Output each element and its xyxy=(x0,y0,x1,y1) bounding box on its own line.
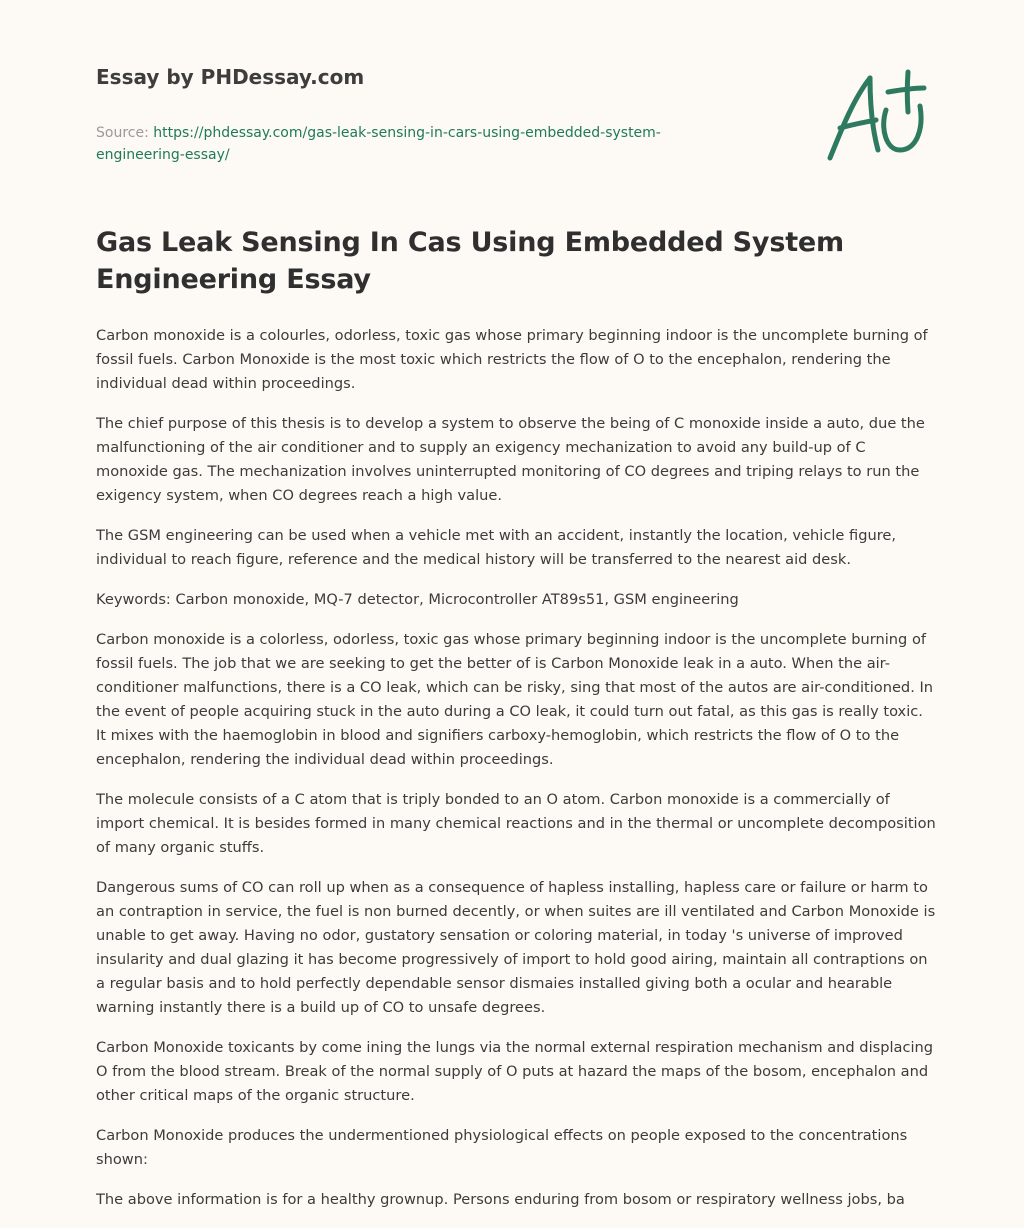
paragraph: The GSM engineering can be used when a vehicle met with an accident, instantly the location, vehicle figure, individual to reach figure, reference and the medical history will be transferred to the nearest aid desk. xyxy=(96,527,897,568)
paragraph: Carbon Monoxide toxicants by come ining the lungs via the normal external respiration mechanism and displacing O from the blood stream. Break of the normal supply of O puts at hazard the maps of the bosom, encephalon and other critical maps of the organic structure. xyxy=(96,1039,934,1104)
source-line xyxy=(96,122,736,166)
paragraph: Carbon monoxide is a colourles, odorless, toxic gas whose primary beginning indoor is the uncomplete burning of fossil fuels. Carbon Monoxide is the most toxic which restricts the flow of O to the encephalon, rendering the individual dead within proceedings. xyxy=(96,327,928,392)
keywords-paragraph: Keywords: Carbon monoxide, MQ-7 detector, Microcontroller AT89s51, GSM engineering xyxy=(96,591,739,608)
paragraph: Dangerous sums of CO can roll up when as a consequence of hapless installing, hapless care or failure or harm to an contraption in service, the fuel is non burned decently, or when suites are ill ventilated and Carbon Monoxide is unable to get away. Having no odor, gustatory sensation or coloring material, in today 's universe of improved insularity and dual glazing it has become progressively of import to hold good airing, maintain all contraptions on a regular basis and to hold perfectly dependable sensor dismaies installed giving both a ocular and hearable warning instantly there is a build up of CO to unsafe degrees. xyxy=(96,879,936,1016)
source-label: Source: xyxy=(96,125,154,141)
a-plus-grade-logo-icon xyxy=(820,66,930,166)
paragraph: Carbon Monoxide produces the undermentioned physiological effects on people exposed to the concentrations shown: xyxy=(96,1127,908,1168)
site-name: Essay by PHDessay.com xyxy=(96,65,365,89)
paragraph: Carbon monoxide is a colorless, odorless, toxic gas whose primary beginning indoor is the uncomplete burning of fossil fuels. The job that we are seeking to get the better of is Carbon Monoxide leak in a auto. When the air-conditioner malfunctions, there is a CO leak, which can be risky, sing that most of the autos are air-conditioned. In the event of people acquiring stuck in the auto during a CO leak, it could turn out fatal, as this gas is really toxic. It mixes with the haemoglobin in blood and signifiers carboxy-hemoglobin, which restricts the flow of O to the encephalon, rendering the individual dead within proceedings. xyxy=(96,631,934,768)
paragraph: The molecule consists of a C atom that is triply bonded to an O atom. Carbon monoxide is a commercially of import chemical. It is besides formed in many chemical reactions and in the thermal or uncomplete decomposition of many organic stuffs. xyxy=(96,791,936,856)
essay-header xyxy=(96,62,736,166)
source-link[interactable] xyxy=(96,125,661,163)
paragraph: The above information is for a healthy grownup. Persons enduring from bosom or respiratory wellness jobs, ba xyxy=(96,1191,905,1208)
essay-body xyxy=(96,324,936,1228)
source-url-line2: engineering-essay/ xyxy=(96,147,230,163)
source-url-line1: https://phdessay.com/gas-leak-sensing-in-cars-using-embedded-system- xyxy=(153,125,661,141)
essay-title: Gas Leak Sensing In Cas Using Embedded System Engineering Essay xyxy=(96,227,844,295)
paragraph: The chief purpose of this thesis is to develop a system to observe the being of C monoxide inside a auto, due the malfunctioning of the air conditioner and to supply an exigency mechanization to avoid any build-up of C monoxide gas. The mechanization involves uninterrupted monitoring of CO degrees and triping relays to run the exigency system, when CO degrees reach a high value. xyxy=(96,415,925,504)
